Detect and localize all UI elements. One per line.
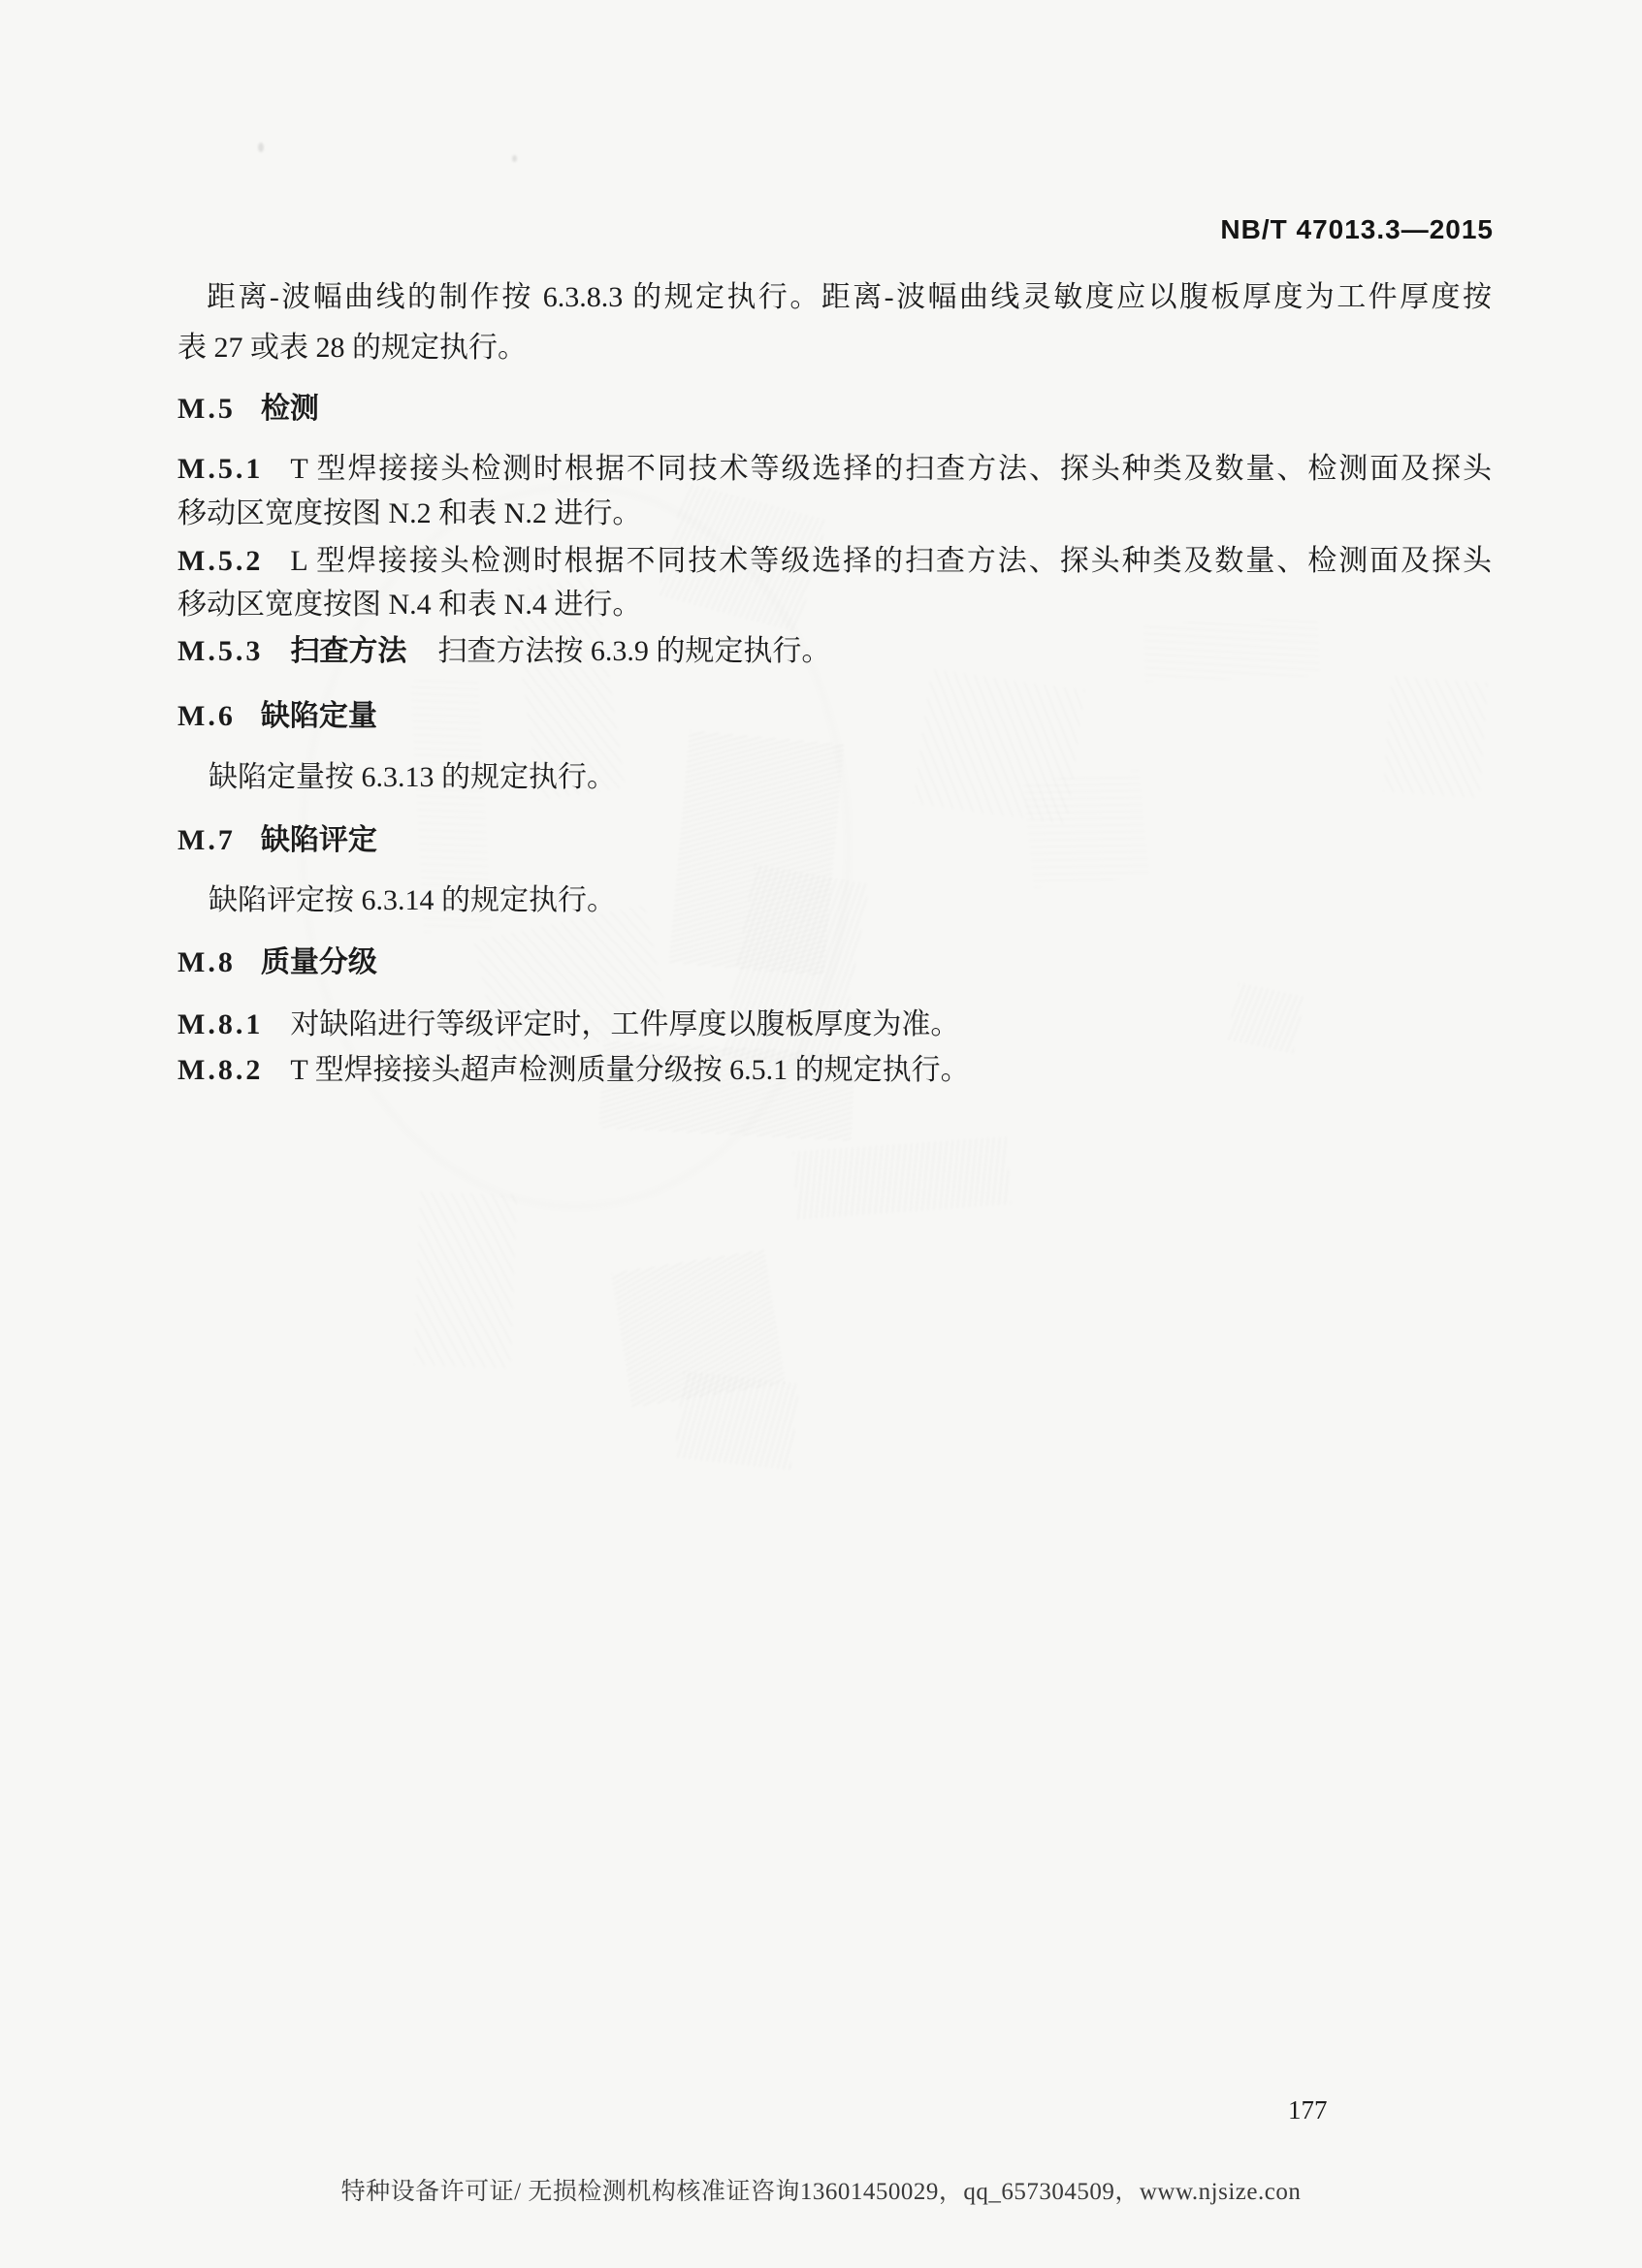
- section-title: 缺陷评定: [260, 824, 377, 856]
- clause-number: M.8.2: [177, 1054, 264, 1086]
- clause-m5-1-line1: [177, 451, 1492, 488]
- standard-number: NB/T 47013.3—2015: [1220, 214, 1494, 244]
- clause-number: M.5.1: [177, 453, 264, 485]
- clause-number: M.5.2: [177, 545, 264, 577]
- clause-text: T 型焊接接头检测时根据不同技术等级选择的扫查方法、探头种类及数量、检测面及探头: [290, 453, 1492, 485]
- clause-text: 对缺陷进行等级评定时，工件厚度以腹板厚度为准。: [290, 1008, 960, 1040]
- section-title: 缺陷定量: [260, 700, 377, 732]
- clause-m8-1: [177, 1006, 959, 1043]
- section-title: 质量分级: [260, 946, 377, 978]
- section-m6-body: 缺陷定量按 6.3.13 的规定执行。: [209, 761, 616, 793]
- footer-watermark-text: 特种设备许可证/ 无损检测机构核准证咨询13601450029，qq_657304509，www.njsize.con: [340, 2179, 1302, 2205]
- clause-m5-2-line2: 移动区宽度按图 N.4 和表 N.4 进行。: [177, 589, 642, 621]
- section-heading-m7: [177, 822, 377, 859]
- clause-run-in-title: 扫查方法: [290, 635, 407, 667]
- section-heading-m8: [177, 944, 377, 981]
- clause-text: 扫查方法按 6.3.9 的规定执行。: [437, 635, 831, 667]
- clause-number: M.8.1: [177, 1008, 264, 1040]
- section-m7-body: 缺陷评定按 6.3.14 的规定执行。: [209, 884, 616, 916]
- section-title: 检测: [260, 393, 319, 425]
- section-number: M.6: [177, 700, 236, 732]
- intro-paragraph-line2: 表 27 或表 28 的规定执行。: [177, 332, 527, 364]
- page-number: 177: [1288, 2095, 1328, 2124]
- clause-m5-1-line2: 移动区宽度按图 N.2 和表 N.2 进行。: [177, 497, 642, 529]
- clause-number: M.5.3: [177, 635, 264, 667]
- intro-paragraph-line1: 距离-波幅曲线的制作按 6.3.8.3 的规定执行。距离-波幅曲线灵敏度应以腹板厚度为工件厚度按: [207, 281, 1492, 313]
- clause-text: L 型焊接接头检测时根据不同技术等级选择的扫查方法、探头种类及数量、检测面及探头: [290, 545, 1492, 577]
- section-number: M.5: [177, 393, 236, 425]
- clause-m5-2-line1: [177, 543, 1492, 580]
- clause-text: T 型焊接接头超声检测质量分级按 6.5.1 的规定执行。: [290, 1054, 970, 1086]
- clause-m8-2: [177, 1052, 970, 1089]
- clause-m5-3: [177, 633, 830, 670]
- section-heading-m6: [177, 698, 377, 735]
- section-number: M.8: [177, 946, 236, 978]
- section-heading-m5: [177, 391, 319, 428]
- section-number: M.7: [177, 824, 236, 856]
